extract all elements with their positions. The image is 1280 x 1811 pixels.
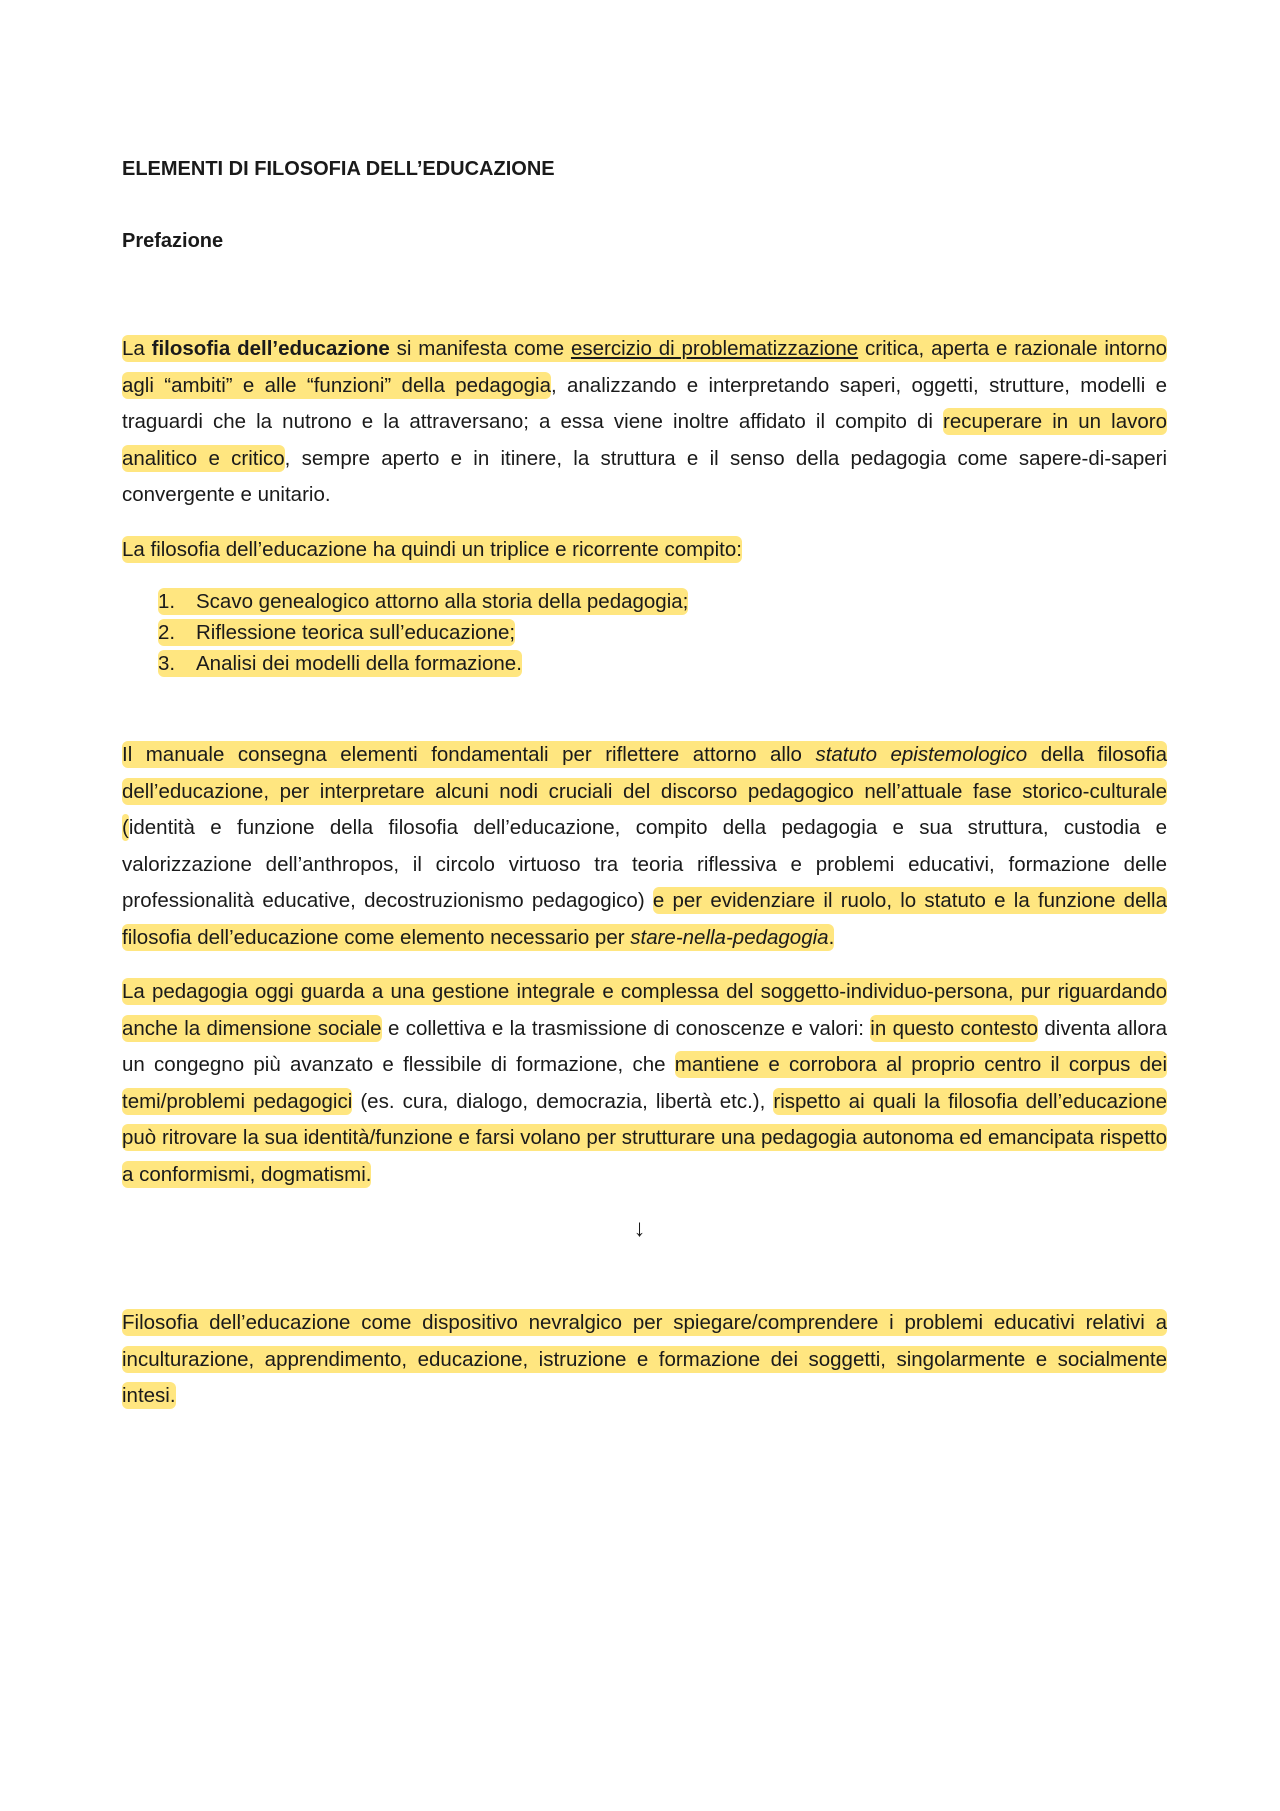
highlight: La filosofia dell’educazione ha quindi un triplice e ricorrente compito: [122, 537, 742, 561]
list-item [158, 586, 1167, 617]
paragraph-tasks-intro [122, 532, 1167, 569]
text-run: La [122, 337, 152, 360]
tasks-list [122, 586, 1167, 679]
text-run: si manifesta come [389, 337, 571, 360]
highlight: recuperare in un lavoro analitico e critico [122, 410, 1167, 470]
list-text: Analisi dei modelli della formazione. [196, 652, 522, 675]
highlight: rispetto ai quali la filosofia dell’educazione può ritrovare la sua identità/funzione e farsi volano per strutturare una pedagogia autonoma ed emancipata rispetto a conformismi, dogmatismi. [122, 1089, 1167, 1186]
text-run: e per evidenziare il ruolo, lo statuto e la funzione della filosofia dell’educazione come elemento necessario per [122, 889, 1167, 949]
list-number: 1. [158, 590, 176, 613]
paragraph-definition [122, 331, 1167, 514]
text-run: , sempre aperto e in itinere, la struttura e il senso della pedagogia come sapere-di-saperi convergente e unitario. [122, 446, 1168, 506]
highlight: Filosofia dell’educazione come dispositivo nevralgico per spiegare/comprendere i problemi educativi relativi a inculturazione, apprendimento, educazione, istruzione e formazione dei soggetti, singolarmente e socialmente intesi. [122, 1311, 1167, 1407]
text-run: diventa allora un congegno più avanzato e flessibile di formazione, che [122, 1016, 1167, 1076]
list-item [158, 617, 1167, 648]
highlight [158, 650, 522, 677]
text-run: , analizzando e interpretando saperi, oggetti, strutture, modelli e traguardi che la nutrono e la attraversano; a essa viene inoltre affidato il compito di [122, 373, 1167, 433]
list-item [158, 648, 1167, 679]
paragraph-pedagogy [122, 974, 1167, 1193]
highlight: in questo contesto [870, 1016, 1039, 1040]
list-number: 2. [158, 621, 176, 644]
highlight [158, 619, 515, 646]
text-run: identità e funzione della filosofia dell’educazione, compito della pedagogia e sua struttura, custodia e valorizzazione dell’anthropos, il circolo virtuoso tra teoria riflessiva e problemi educativi, formazione delle professionalità educative, decostruzionismo pedagogico) [122, 816, 1167, 912]
underlined-term: esercizio di problematizzazione [570, 337, 859, 360]
paragraph-conclusion [122, 1305, 1167, 1415]
highlight: mantiene e corrobora al proprio centro il corpus dei temi/problemi pedagogici [122, 1053, 1167, 1113]
section-title: Prefazione [122, 230, 224, 252]
highlight: La pedagogia oggi guarda a una gestione integrale e complessa del soggetto-individuo-persona, pur riguardando anche la dimensione sociale [122, 980, 1167, 1040]
document-content [122, 155, 1167, 1415]
bold-term: filosofia dell’educazione [151, 337, 390, 360]
list-number: 3. [158, 652, 176, 675]
highlight [158, 588, 688, 615]
list-text: Scavo genealogico attorno alla storia della pedagogia; [196, 590, 689, 613]
text-run: della filosofia dell’educazione, per interpretare alcuni nodi cruciali del discorso pedagogico nell’attuale fase storico-culturale ( [122, 743, 1168, 839]
text-run: critica, aperta e razionale intorno agli “ambiti” e alle “funzioni” della pedagogia [122, 337, 1168, 397]
text-run: . [828, 925, 835, 949]
list-text: Riflessione teorica sull’educazione; [196, 621, 516, 644]
document-title: ELEMENTI DI FILOSOFIA DELL’EDUCAZIONE [122, 158, 555, 180]
italic-term: stare-nella-pedagogia [630, 925, 829, 949]
italic-term: statuto epistemologico [815, 743, 1028, 766]
down-arrow-icon: ↓ [633, 1215, 646, 1242]
text-run: (es. cura, dialogo, democrazia, libertà etc.), [352, 1089, 774, 1113]
text-run: e collettiva e la trasmissione di conoscenze e valori: [381, 1016, 871, 1040]
paragraph-manual [122, 737, 1167, 956]
text-run: Il manuale consegna elementi fondamentali per riflettere attorno allo [122, 743, 816, 766]
